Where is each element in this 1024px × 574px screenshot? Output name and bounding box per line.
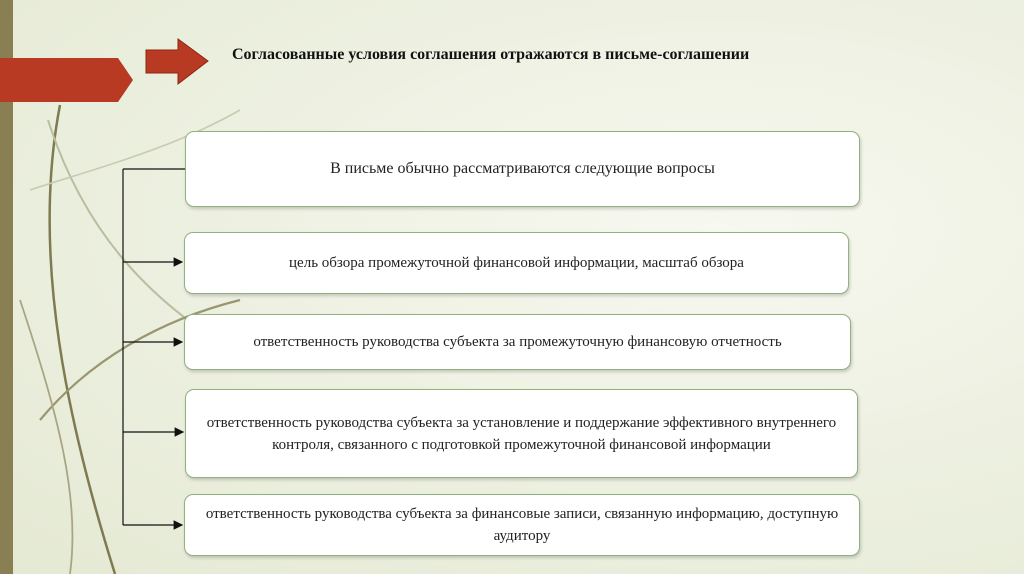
- bracket-connectors: [0, 0, 200, 574]
- item-text: ответственность руководства субъекта за промежуточную финансовую отчетность: [253, 334, 782, 350]
- item-box: [184, 232, 849, 294]
- item-box: [184, 494, 860, 556]
- header-box: [185, 131, 860, 207]
- header-box-text: В письме обычно рассматриваются следующие вопросы: [330, 160, 715, 177]
- item-box: [185, 389, 858, 478]
- item-text: ответственность руководства субъекта за установление и поддержание эффективного внутреннего контроля, связанного с подготовкой промежуточной финансовой информации: [206, 414, 837, 453]
- item-text: цель обзора промежуточной финансовой информации, масштаб обзора: [289, 255, 744, 271]
- slide-title: Согласованные условия соглашения отражаются в письме-соглашении: [232, 46, 750, 63]
- item-text: ответственность руководства субъекта за финансовые записи, связанную информацию, доступную аудитору: [205, 506, 839, 544]
- item-box: [184, 314, 851, 370]
